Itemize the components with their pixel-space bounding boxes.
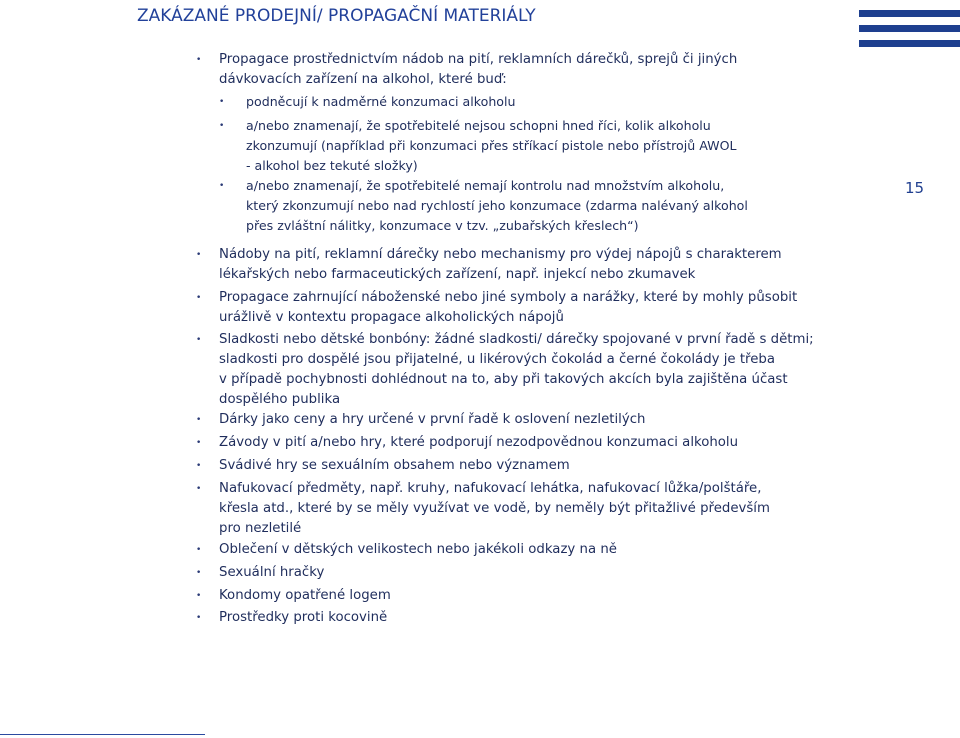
list-item-line: Nafukovací předměty, např. kruhy, nafukovací lehátka, nafukovací lůžka/polštáře, (219, 481, 762, 496)
list-item-line: dospělého publika (219, 392, 341, 407)
list-item (196, 330, 814, 410)
list-item-line: Sexuální hračky (219, 565, 325, 580)
bullet-icon: • (196, 545, 202, 555)
page-title: ZAKÁZANÉ PRODEJNÍ/ PROPAGAČNÍ MATERIÁLY (137, 6, 536, 26)
bullet-icon: • (196, 335, 202, 345)
list-item-line: Svádivé hry se sexuálním obsahem nebo významem (219, 458, 570, 473)
bullet-icon: • (219, 121, 225, 131)
page-number: 15 (905, 179, 925, 197)
list-item-line: přes zvláštní nálitky, konzumace v tzv. „zubařských křeslech“) (246, 218, 639, 233)
list-item-line: sladkosti pro dospělé jsou přijatelné, u likérových čokolád a černé čokolády je třeba (219, 352, 776, 367)
list-item-line: pro nezletilé (219, 521, 302, 536)
sub-list-item (219, 92, 516, 112)
sub-list-item (219, 176, 748, 236)
list-item-line: Propagace zahrnující náboženské nebo jiné symboly a narážky, které by mohly působit (219, 290, 798, 305)
list-item-line: Kondomy opatřené logem (219, 588, 391, 603)
list-item-line: podněcují k nadměrné konzumaci alkoholu (246, 94, 516, 109)
intro-item (196, 50, 738, 90)
bullet-icon: • (219, 97, 225, 107)
sub-list-item (219, 116, 737, 176)
list-item-line: zkonzumují (například při konzumaci přes stříkací pistole nebo přístrojů AWOL (246, 138, 737, 153)
list-item (196, 479, 770, 539)
list-item-line: a/nebo znamenají, že spotřebitelé nemají kontrolu nad množstvím alkoholu, (246, 178, 725, 193)
list-item-line: a/nebo znamenají, že spotřebitelé nejsou schopni hned říci, kolik alkoholu (246, 118, 711, 133)
list-item (196, 586, 391, 606)
list-item-line: Závody v pití a/nebo hry, které podporují nezodpovědnou konzumaci alkoholu (219, 435, 739, 450)
list-item (196, 540, 617, 560)
bullet-icon: • (196, 438, 202, 448)
list-item (196, 456, 570, 476)
list-item-line: Dárky jako ceny a hry určené v první řadě k oslovení nezletilých (219, 412, 646, 427)
list-item-line: - alkohol bez tekuté složky) (246, 158, 418, 173)
list-item-line: Oblečení v dětských velikostech nebo jakékoli odkazy na ně (219, 542, 617, 557)
bullet-icon: • (196, 613, 202, 623)
list-item-line: lékařských nebo farmaceutických zařízení, např. injekcí nebo zkumavek (219, 267, 696, 282)
list-item-line: urážlivě v kontextu propagace alkoholických nápojů (219, 310, 564, 325)
list-item-line: Propagace prostřednictvím nádob na pití, reklamních dárečků, sprejů či jiných (219, 52, 738, 67)
bullet-icon: • (196, 568, 202, 578)
list-item (196, 563, 325, 583)
list-item (196, 410, 646, 430)
logo-bar (859, 10, 960, 17)
list-item-line: v případě pochybnosti dohlédnout na to, aby při takových akcích byla zajištěna účast (219, 372, 788, 387)
bullet-icon: • (196, 461, 202, 471)
bullet-icon: • (196, 293, 202, 303)
list-item (196, 608, 388, 628)
list-item-line: Nádoby na pití, reklamní dárečky nebo mechanismy pro výdej nápojů s charakterem (219, 247, 782, 262)
bullet-icon: • (196, 250, 202, 260)
list-item (196, 433, 739, 453)
list-item (196, 245, 782, 285)
list-item-line: křesla atd., které by se měly využívat ve vodě, by neměly být přitažlivé především (219, 501, 770, 516)
bullet-icon: • (196, 591, 202, 601)
list-item (196, 288, 798, 328)
list-item-line: Sladkosti nebo dětské bonbóny: žádné sladkosti/ dárečky spojované v první řadě s dětmi; (219, 332, 814, 347)
bullet-icon: • (196, 484, 202, 494)
logo-bar (859, 25, 960, 32)
list-item-line: který zkonzumují nebo nad rychlostí jeho konzumace (zdarma nalévaný alkohol (246, 198, 748, 213)
bottom-rule (0, 734, 205, 735)
logo-bar (859, 40, 960, 47)
list-item-line: dávkovacích zařízení na alkohol, které buď: (219, 72, 507, 87)
logo (859, 10, 960, 48)
bullet-icon: • (196, 55, 202, 65)
bullet-icon: • (219, 181, 225, 191)
list-item-line: Prostředky proti kocovině (219, 610, 388, 625)
bullet-icon: • (196, 415, 202, 425)
